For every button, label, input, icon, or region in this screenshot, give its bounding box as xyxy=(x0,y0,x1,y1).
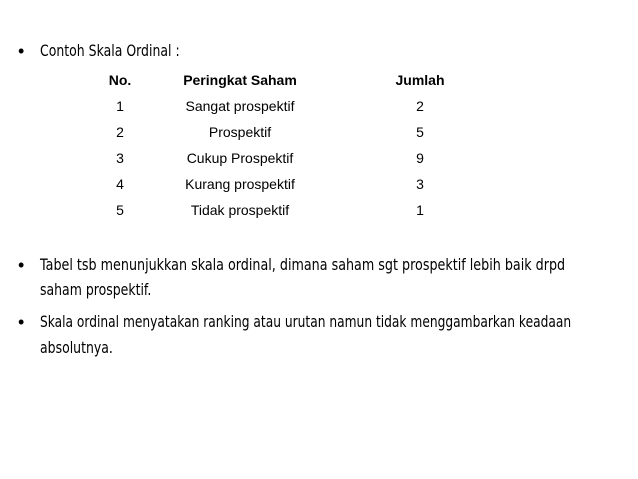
bullet-2-line-1 xyxy=(40,312,592,332)
cell-peringkat: Sangat prospektif xyxy=(185,98,295,114)
cell-no: 1 xyxy=(116,98,124,114)
cell-jumlah: 2 xyxy=(416,98,424,114)
cell-jumlah: 3 xyxy=(416,176,424,192)
cell-peringkat: Tidak prospektif xyxy=(190,202,290,218)
table-row xyxy=(80,197,520,223)
table-row xyxy=(80,93,520,119)
column-header-peringkat: Peringkat Saham xyxy=(183,72,297,88)
cell-jumlah: 5 xyxy=(416,124,424,140)
cell-peringkat: Prospektif xyxy=(208,124,272,140)
bullet-1-line-2 xyxy=(40,280,592,300)
table-row xyxy=(80,145,520,171)
column-header-jumlah: Jumlah xyxy=(395,72,445,88)
slide-heading: Contoh Skala Ordinal : xyxy=(40,41,180,60)
cell-no: 3 xyxy=(116,150,124,166)
column-header-no: No. xyxy=(108,72,132,88)
bullet-1-line-1-text: Tabel tsb menunjukkan skala ordinal, dimana saham sgt prospektif lebih baik drpd xyxy=(40,255,566,274)
cell-no: 4 xyxy=(116,176,124,192)
cell-jumlah: 1 xyxy=(416,202,424,218)
table-header-row xyxy=(80,67,520,93)
table-row xyxy=(80,119,520,145)
bullet-2-line-1-text: Skala ordinal menyatakan ranking atau urutan namun tidak menggambarkan keadaan xyxy=(40,312,572,331)
bullet-marker: • xyxy=(18,312,25,332)
bullet-2-line-2-text: absolutnya. xyxy=(40,338,113,357)
bullet-1-line-1 xyxy=(40,255,592,275)
bullet-marker: • xyxy=(18,41,25,61)
bullet-2-line-2 xyxy=(40,338,592,358)
heading-text-wrap xyxy=(40,36,219,66)
ranking-table xyxy=(80,67,520,223)
bullet-marker: • xyxy=(18,255,25,275)
cell-peringkat: Cukup Prospektif xyxy=(186,150,294,166)
cell-peringkat: Kurang prospektif xyxy=(185,176,295,192)
cell-no: 5 xyxy=(116,202,124,218)
bullet-1-line-2-text: saham prospektif. xyxy=(40,280,152,299)
cell-jumlah: 9 xyxy=(416,150,424,166)
cell-no: 2 xyxy=(116,124,124,140)
table-row xyxy=(80,171,520,197)
